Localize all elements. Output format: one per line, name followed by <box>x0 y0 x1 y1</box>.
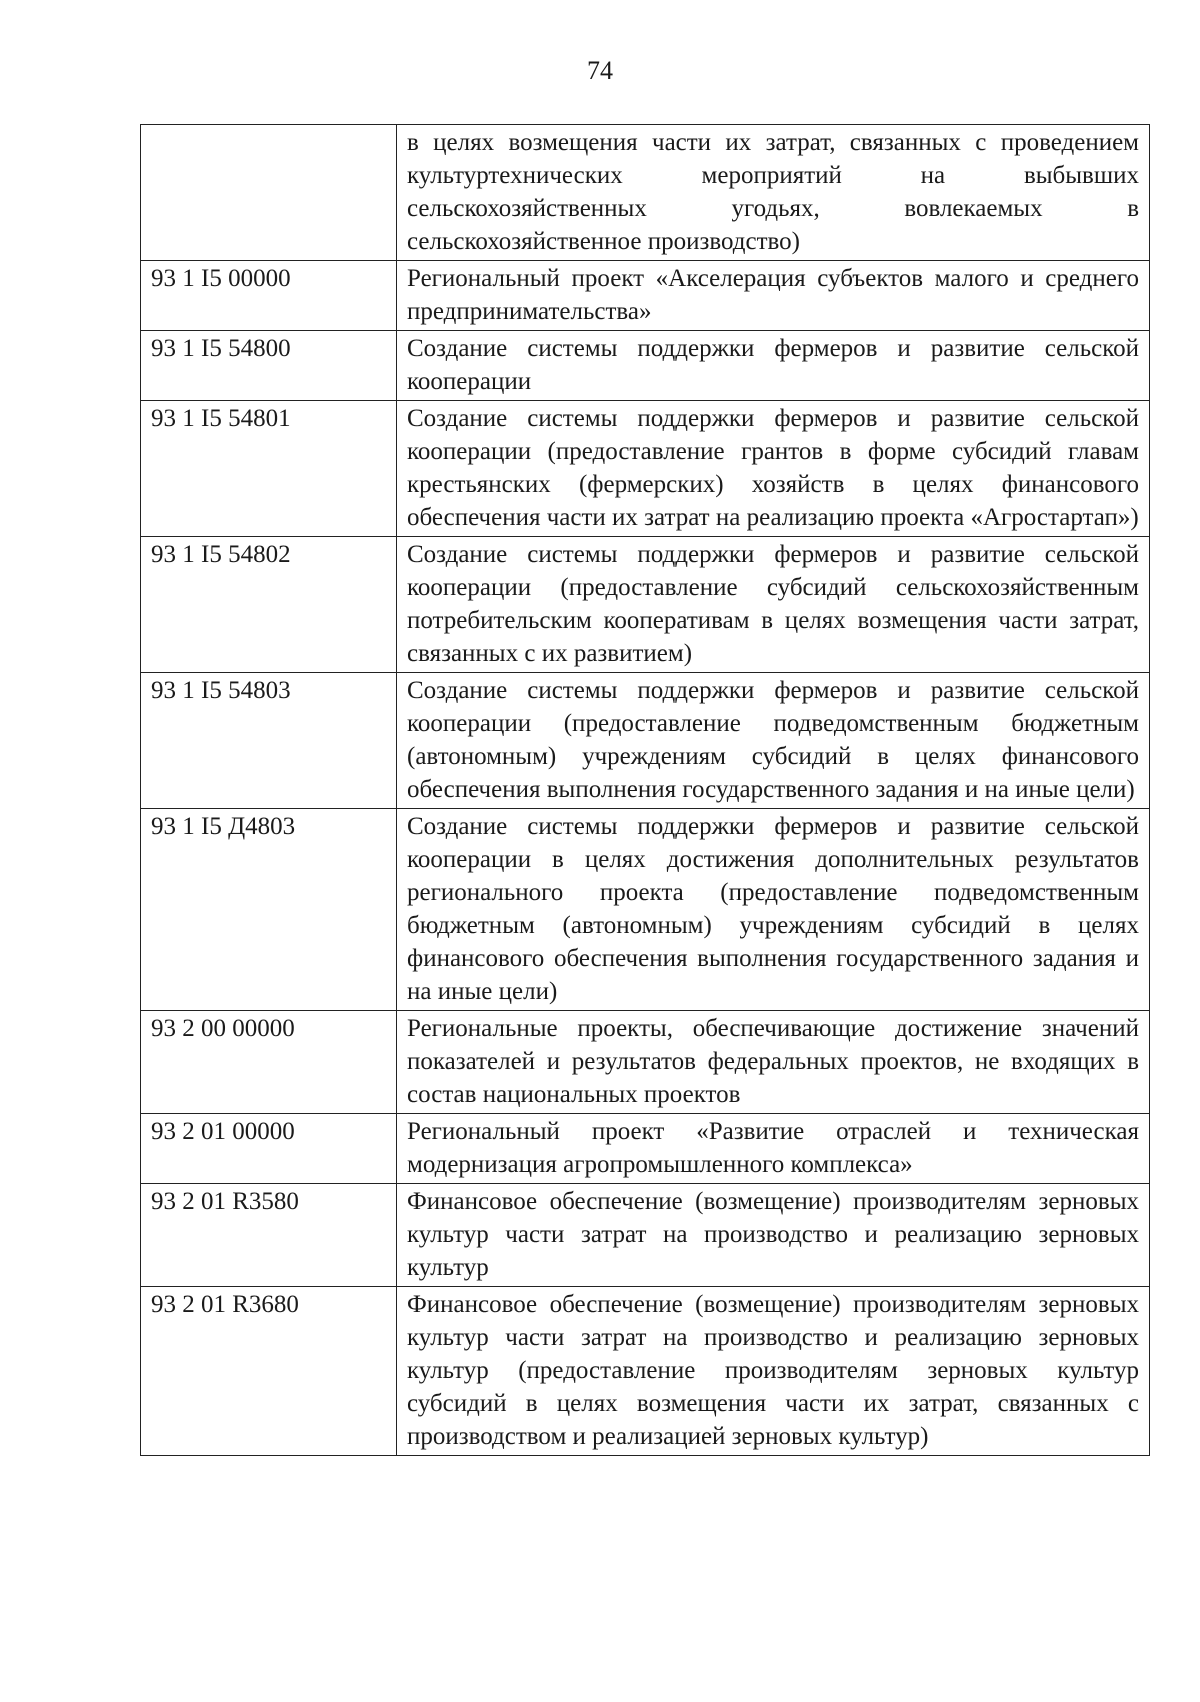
table-row <box>141 1184 1150 1287</box>
description-cell: в целях возмещения части их затрат, связанных с проведением культуртехнических мероприятий на выбывших сельскохозяйственных угодьях, вовлекаемых в сельскохозяйственное производство) <box>397 125 1150 261</box>
page-number: 74 <box>587 56 613 85</box>
code-cell: 93 2 01 R3580 <box>141 1184 397 1287</box>
description-cell: Создание системы поддержки фермеров и развитие сельской кооперации (предоставление грантов в форме субсидий главам крестьянских (фермерских) хозяйств в целях финансового обеспечения части их затрат на реализацию проекта «Агростартап») <box>397 401 1150 537</box>
code-cell: 93 1 I5 54801 <box>141 401 397 537</box>
table-row <box>141 401 1150 537</box>
description-cell: Создание системы поддержки фермеров и развитие сельской кооперации (предоставление подведомственным бюджетным (автономным) учреждениям субсидий в целях финансового обеспечения выполнения государственного задания и на иные цели) <box>397 673 1150 809</box>
budget-code-table <box>140 124 1150 1456</box>
table-row <box>141 809 1150 1011</box>
code-cell: 93 2 01 R3680 <box>141 1287 397 1456</box>
description-cell: Региональные проекты, обеспечивающие достижение значений показателей и результатов федеральных проектов, не входящих в состав национальных проектов <box>397 1011 1150 1114</box>
code-cell: 93 1 I5 54802 <box>141 537 397 673</box>
table-row <box>141 1011 1150 1114</box>
table-row <box>141 673 1150 809</box>
table-row <box>141 1287 1150 1456</box>
description-cell: Создание системы поддержки фермеров и развитие сельской кооперации <box>397 331 1150 401</box>
table-row <box>141 1114 1150 1184</box>
table-row <box>141 261 1150 331</box>
description-cell: Финансовое обеспечение (возмещение) производителям зерновых культур части затрат на производство и реализацию зерновых культур <box>397 1184 1150 1287</box>
description-cell: Финансовое обеспечение (возмещение) производителям зерновых культур части затрат на производство и реализацию зерновых культур (предоставление производителям зерновых культур субсидий в целях возмещения части их затрат, связанных с производством и реализацией зерновых культур) <box>397 1287 1150 1456</box>
table-row <box>141 125 1150 261</box>
code-cell: 93 1 I5 Д4803 <box>141 809 397 1011</box>
table-body <box>141 125 1150 1456</box>
code-cell: 93 1 I5 00000 <box>141 261 397 331</box>
description-cell: Создание системы поддержки фермеров и развитие сельской кооперации (предоставление субсидий сельскохозяйственным потребительским кооперативам в целях возмещения части затрат, связанных с их развитием) <box>397 537 1150 673</box>
code-cell: 93 1 I5 54803 <box>141 673 397 809</box>
code-cell: 93 2 00 00000 <box>141 1011 397 1114</box>
description-cell: Региональный проект «Развитие отраслей и техническая модернизация агропромышленного комплекса» <box>397 1114 1150 1184</box>
code-cell: 93 2 01 00000 <box>141 1114 397 1184</box>
description-cell: Создание системы поддержки фермеров и развитие сельской кооперации в целях достижения дополнительных результатов регионального проекта (предоставление подведомственным бюджетным (автономным) учреждениям субсидий в целях финансового обеспечения выполнения государственного задания и на иные цели) <box>397 809 1150 1011</box>
table-row <box>141 331 1150 401</box>
code-cell: 93 1 I5 54800 <box>141 331 397 401</box>
description-cell: Региональный проект «Акселерация субъектов малого и среднего предпринимательства» <box>397 261 1150 331</box>
code-cell <box>141 125 397 261</box>
table-row <box>141 537 1150 673</box>
